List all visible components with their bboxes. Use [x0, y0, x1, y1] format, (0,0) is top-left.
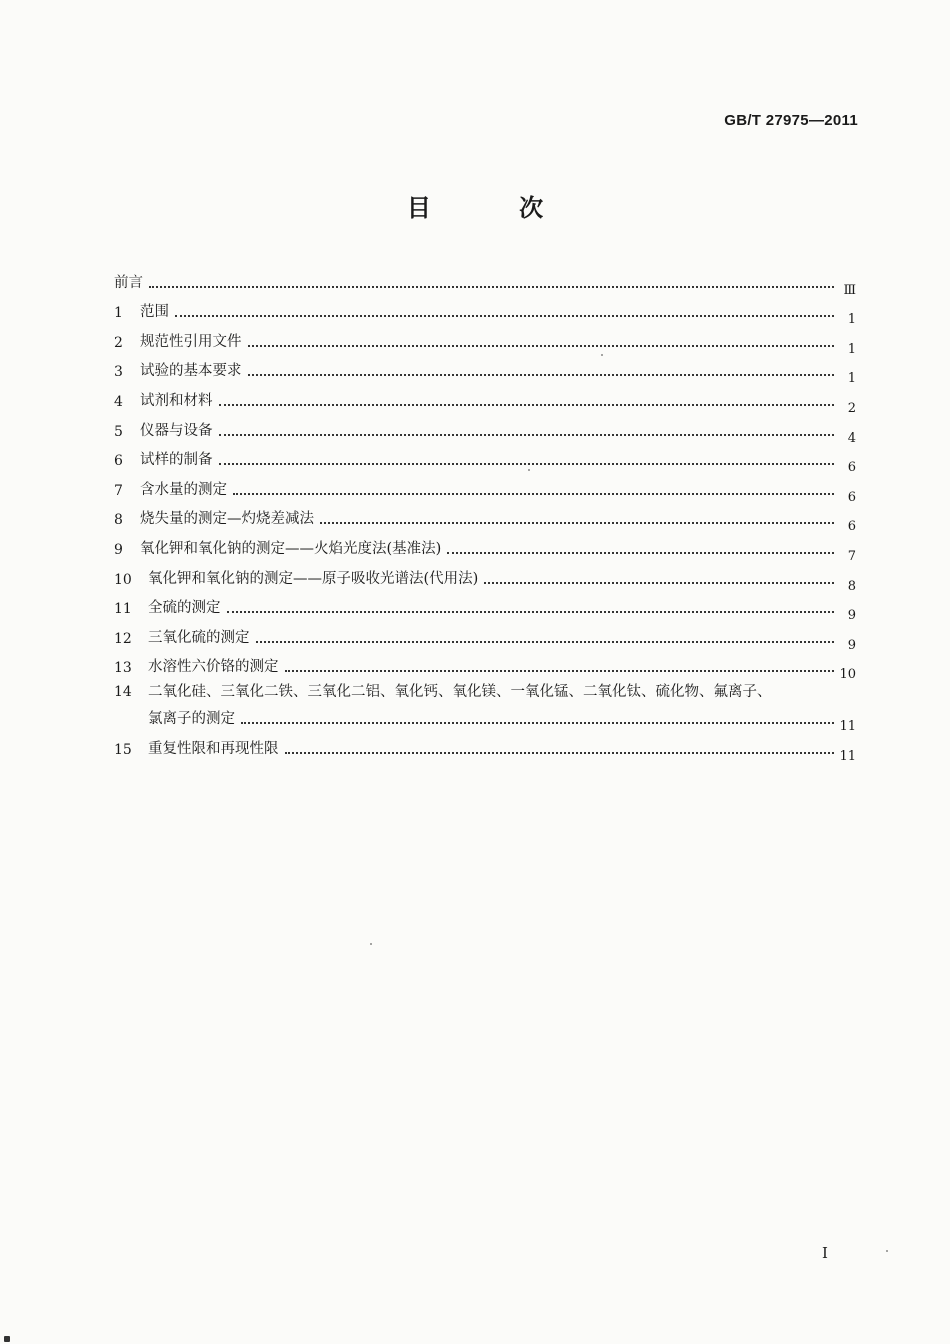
- toc-entry-page: 6: [847, 460, 856, 476]
- leader-dots: [227, 611, 835, 613]
- toc-entry-5[interactable]: [114, 410, 856, 446]
- toc-entry-label: 三氧化硫的测定: [148, 629, 250, 646]
- toc-entry-number: 6: [114, 453, 123, 470]
- toc-entry-label: 氧化钾和氧化钠的测定——原子吸收光谱法(代用法): [148, 570, 479, 587]
- toc-entry-page: 11: [839, 719, 856, 735]
- toc-entry-foreword[interactable]: [114, 262, 856, 298]
- leader-dots: [149, 286, 834, 288]
- toc-entry-page: 9: [847, 608, 856, 624]
- toc-entry-label: 重复性限和再现性限: [148, 740, 279, 757]
- leader-dots: [256, 641, 835, 643]
- leader-dots: [219, 434, 835, 436]
- toc-entry-label: 仪器与设备: [140, 422, 213, 439]
- toc-entry-page: 1: [847, 312, 856, 328]
- toc-entry-label: 烧失量的测定—灼烧差减法: [140, 511, 314, 528]
- toc-entry-number: 9: [114, 541, 123, 558]
- toc-entry-11[interactable]: [114, 588, 856, 624]
- toc-entry-page: 7: [847, 548, 856, 564]
- toc-entry-number: 1: [114, 305, 123, 322]
- toc-entry-label: 全硫的测定: [148, 600, 221, 617]
- toc-entry-8[interactable]: [114, 499, 856, 535]
- toc-entry-page: 1: [847, 371, 856, 387]
- toc-entry-label: 试样的制备: [140, 452, 213, 469]
- toc-entry-9[interactable]: [114, 528, 856, 564]
- toc-entry-number: 15: [114, 741, 132, 758]
- toc-entry-label-line1: 二氧化硅、三氧化二铁、三氧化二铝、氧化钙、氧化镁、一氧化锰、二氧化钛、硫化物、氟离子、: [148, 684, 772, 701]
- toc-entry-label: 试剂和材料: [140, 392, 213, 409]
- toc-entry-page: 4: [847, 430, 856, 446]
- toc-entry-page: 6: [847, 489, 856, 505]
- toc-entry-label: 试验的基本要求: [140, 363, 242, 380]
- toc-entry-1[interactable]: [114, 292, 856, 328]
- toc-entry-number: 8: [114, 512, 123, 529]
- toc-entry-label: 氧化钾和氧化钠的测定——火焰光度法(基准法): [140, 540, 442, 557]
- toc-entry-number: 7: [114, 482, 123, 499]
- toc-entry-number: 4: [114, 393, 123, 410]
- scan-speck: [601, 354, 603, 356]
- toc-entry-2[interactable]: [114, 321, 856, 357]
- toc-entry-label-line2: 氯离子的测定: [148, 711, 235, 728]
- toc-entry-number: 11: [114, 601, 132, 618]
- leader-dots: [285, 670, 835, 672]
- toc-entry-label: 含水量的测定: [140, 481, 227, 498]
- toc-entry-number: 3: [114, 364, 123, 381]
- page-title: 目 次: [406, 194, 584, 222]
- toc-entry-page: 6: [847, 519, 856, 535]
- leader-dots: [248, 374, 835, 376]
- leader-dots: [233, 493, 834, 495]
- toc-entry-12[interactable]: [114, 617, 856, 653]
- toc-entry-label: 前言: [114, 274, 143, 291]
- leader-dots: [219, 463, 835, 465]
- leader-dots: [248, 345, 835, 347]
- standard-code: GB/T 27975—2011: [724, 112, 858, 129]
- toc-entry-page: 1: [847, 341, 856, 357]
- toc-entry-14[interactable]: [114, 676, 856, 735]
- toc-entry-7[interactable]: [114, 469, 856, 505]
- toc-entry-number: 12: [114, 630, 132, 647]
- page-number: I: [822, 1244, 828, 1262]
- toc-entry-label: 水溶性六价铬的测定: [148, 659, 279, 676]
- leader-dots: [484, 582, 834, 584]
- scan-speck: [528, 469, 530, 471]
- toc-entry-page: 8: [847, 578, 856, 594]
- toc-entry-page: 10: [839, 667, 856, 683]
- toc-entry-label: 规范性引用文件: [140, 333, 242, 350]
- toc-entry-number: 10: [114, 571, 132, 588]
- leader-dots: [219, 404, 835, 406]
- toc-entry-13[interactable]: [114, 647, 856, 683]
- toc-entry-number: 14: [114, 684, 132, 701]
- leader-dots: [447, 552, 834, 554]
- toc-entry-page: 2: [847, 400, 856, 416]
- toc-entry-page: 9: [847, 637, 856, 653]
- toc-entry-page: 11: [839, 748, 856, 764]
- toc-entry-number: 5: [114, 423, 123, 440]
- toc-entry-number: 13: [114, 660, 132, 677]
- toc-entry-10[interactable]: [114, 558, 856, 594]
- toc-entry-3[interactable]: [114, 351, 856, 387]
- toc-entry-page: Ⅲ: [843, 282, 856, 298]
- scan-speck: [370, 943, 372, 945]
- scan-speck: [886, 1250, 888, 1252]
- scan-speck: [4, 1336, 10, 1342]
- toc-entry-15[interactable]: [114, 728, 856, 764]
- toc-entry-number: 2: [114, 334, 123, 351]
- leader-dots: [175, 315, 834, 317]
- leader-dots: [320, 522, 834, 524]
- toc-entry-6[interactable]: [114, 440, 856, 476]
- leader-dots: [241, 722, 834, 724]
- leader-dots: [285, 752, 835, 754]
- toc-entry-label: 范围: [140, 304, 169, 321]
- toc-entry-4[interactable]: [114, 380, 856, 416]
- table-of-contents: [114, 262, 856, 764]
